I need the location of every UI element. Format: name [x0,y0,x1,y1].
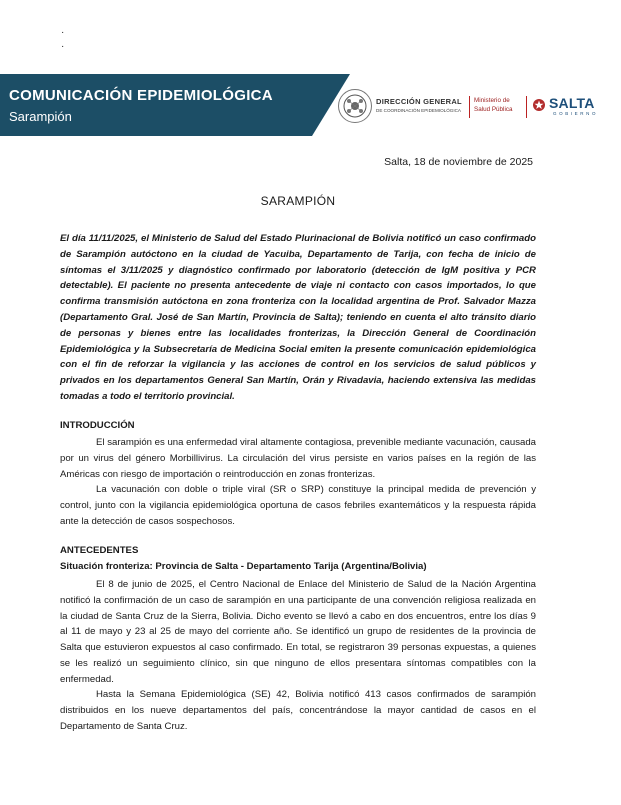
ministry-line-2: Salud Pública [474,106,513,113]
header-title: COMUNICACIÓN EPIDEMIOLÓGICA [9,87,273,104]
salta-gobierno: GOBIERNO [553,111,599,116]
paragraph: El sarampión es una enfermedad viral altamente contagiosa, prevenible mediante vacunación, causada por un virus del género Morbillivirus. La circulación del virus persiste en varios países en la región de las Américas con riesgo de importación o reintroducción en zonas fronterizas. [60,437,536,480]
page-header [0,74,621,136]
document-date: Salta, 18 de noviembre de 2025 [384,156,533,168]
paragraph: El 8 de junio de 2025, el Centro Nacional de Enlace del Ministerio de Salud de la Nación Argentina notificó la confirmación de un caso de sarampión en una participante de una convención religiosa realizada en la ciudad de Santa Cruz de la Sierra, Bolivia. Dicho evento se llevó a cabo en dos encuentros, entre los días 9 al 11 de mayo y 23 al 25 de mayo del corriente año. Se identificó un grupo de residentes de la provincia de Salta que estuvieron expuestos al caso confirmado. En total, se registraron 39 personas expuestas, a quienes se les realizó un seguimiento clínico, sin que ninguno de ellos presentara síntomas compatibles con la enfermedad. [60,579,536,685]
section-subheading: Situación fronteriza: Provincia de Salta - Departamento Tarija (Argentina/Bolivia) [60,561,427,572]
ministry-line-1: Ministerio de [474,97,510,104]
stray-dot: · [61,41,65,52]
salta-wordmark: SALTA [549,95,595,111]
document-title: SARAMPIÓN [260,194,336,208]
ministry-name [474,96,513,114]
section-heading-introduccion: INTRODUCCIÓN [60,420,135,431]
org-name: DIRECCIÓN GENERAL [376,97,462,106]
paragraph: Hasta la Semana Epidemiológica (SE) 42, Bolivia notificó 413 casos confirmados de sarampión distribuidos en los nueve departamentos del país, concentrándose la mayor cantidad de casos en el Departamento de Santa Cruz. [60,689,536,732]
section-heading-antecedentes: ANTECEDENTES [60,545,139,556]
header-banner [0,74,350,136]
header-subtitle: Sarampión [9,109,72,124]
org-subname: DE COORDINACIÓN EPIDEMIOLÓGICA [376,108,461,113]
epidemiology-logo-icon [338,89,372,123]
logo-divider [469,96,470,118]
salta-star-icon [532,97,546,118]
logo-divider [526,96,527,118]
intro-paragraph: El día 11/11/2025, el Ministerio de Salud del Estado Plurinacional de Bolivia notificó un caso confirmado de Sarampión autóctono en la ciudad de Yacuiba, Departamento de Tarija, con fecha de inicio de síntomas el 3/11/2025 y diagnóstico confirmado por laboratorio (detección de IgM positiva y PCR detectable). El paciente no presenta antecedente de viaje ni contacto con casos importados, lo que confirma transmisión autóctona en zona fronteriza con la localidad argentina de Prof. Salvador Mazza (Departamento Gral. José de San Martín, Provincia de Salta); teniendo en cuenta el alto tránsito diario de personas y bienes entre las localidades fronterizas, la Dirección General de Coordinación Epidemiológica y la Subsecretaría de Medicina Social emiten la presente comunicación epidemiológica con el fin de reforzar la vigilancia y las acciones de control en los servicios de salud públicos y privados en los departamentos General San Martín, Orán y Rivadavia, haciendo extensiva las medidas tomadas a todo el territorio provincial. [60,233,536,402]
paragraph: La vacunación con doble o triple viral (SR o SRP) constituye la principal medida de prevención y control, junto con la vigilancia epidemiológica oportuna de casos febriles exantemáticos y la respuesta rápida ante la detección de casos sospechosos. [60,484,536,527]
stray-dot: · [61,27,65,38]
